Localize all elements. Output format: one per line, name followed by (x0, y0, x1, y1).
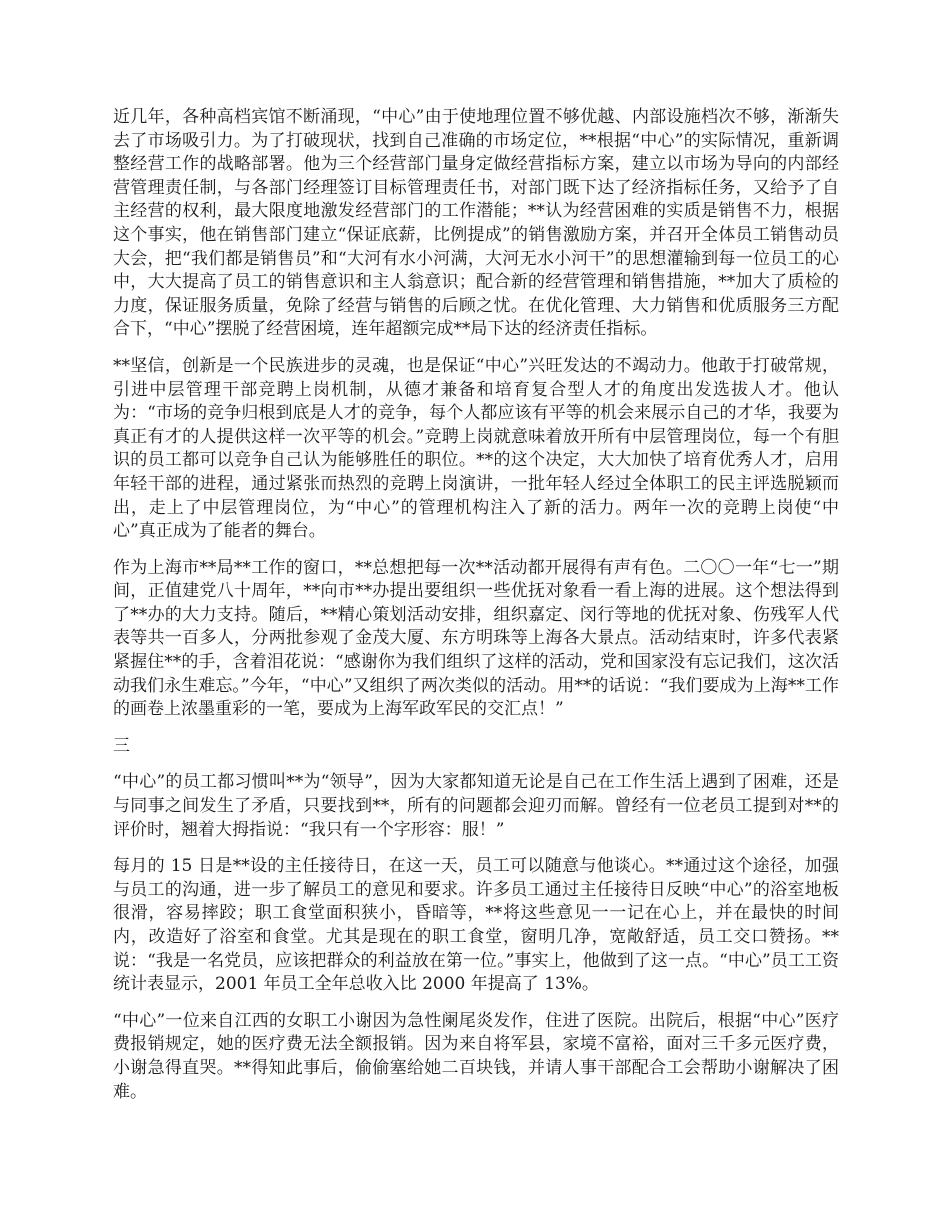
paragraph-business-reform: 近几年，各种高档宾馆不断涌现，“中心”由于使地理位置不够优越、内部设施档次不够，渐渐失去了市场吸引力。为了打破现状，找到自己准确的市场定位，**根据“中心”的实际情况，重新调整经营工作的战略部署。他为三个经营部门量身定做经营指标方案，建立以市场为导向的内部经营管理责任制，与各部门经理签订目标管理责任书，对部门既下达了经济指标任务，又给予了自主经营的权利，最大限度地激发经营部门的工作潜能；**认为经营困难的实质是销售不力，根据这个事实，他在销售部门建立“保证底薪，比例提成”的销售激励方案，并召开全体员工销售动员大会，把“我们都是销售员”和“大河有水小河满，大河无水小河干”的思想灌输到每一位员工的心中，大大提高了员工的销售意识和主人翁意识；配合新的经营管理和销售措施，**加大了质检的力度，保证服务质量，免除了经营与销售的后顾之忧。在优化管理、大力销售和优质服务三方配合下，“中心”摆脱了经营困境，连年超额完成**局下达的经济责任指标。 (113, 107, 839, 340)
document-body (113, 106, 839, 1117)
paragraph-leader-respect: “中心”的员工都习惯叫**为“领导”，因为大家都知道无论是自己在工作生活上遇到了困难，还是与同事之间发生了矛盾，只要找到**，所有的问题都会迎刃而解。曾经有一位老员工提到对**的评价时，翘着大拇指说：“我只有一个字形容：服！” (113, 772, 839, 840)
paragraph-innovation-talent: **坚信，创新是一个民族进步的灵魂，也是保证“中心”兴旺发达的不竭动力。他敢于打破常规，引进中层管理干部竞聘上岗机制，从德才兼备和培育复合型人才的角度出发选拔人才。他认为：“市场的竞争归根到底是人才的竞争，每个人都应该有平等的机会来展示自己的才华，我要为真正有才的人提供这样一次平等的机会。”竞聘上岗就意味着放开所有中层管理岗位，每一个有胆识的员工都可以竞争自己认为能够胜任的职位。**的这个决定，大大加快了培育优秀人才，启用年轻干部的进程，通过紧张而热烈的竞聘上岗演讲，一批年轻人经过全体职工的民主评选脱颖而出，走上了中层管理岗位，为“中心”的管理机构注入了新的活力。两年一次的竞聘上岗使“中心”真正成为了能者的舞台。 (113, 355, 839, 542)
paragraph-reception-day: 每月的 15 日是**设的主任接待日，在这一天，员工可以随意与他谈心。**通过这个途径，加强与员工的沟通，进一步了解员工的意见和要求。许多员工通过主任接待日反映“中心”的浴室地板很滑，容易摔跤；职工食堂面积狭小，昏暗等，**将这些意见一一记在心上，并在最快的时间内，改造好了浴室和食堂。尤其是现在的职工食堂，窗明几净，宽敞舒适，员工交口赞扬。**说：“我是一名党员，应该把群众的利益放在第一位。”事实上，他做到了这一点。“中心”员工工资统计表显示，2001 年员工全年总收入比 2000 年提高了 13%。 (113, 856, 839, 995)
section-number-three: 三 (113, 735, 130, 756)
paragraph-employee-help: “中心”一位来自江西的女职工小谢因为急性阑尾炎发作，住进了医院。出院后，根据“中心”医疗费报销规定，她的医疗费无法全额报销。因为来自将军县，家境不富裕，面对三千多元医疗费，小谢急得直哭。**得知此事后，偷偷塞给她二百块钱，并请人事干部配合工会帮助小谢解决了困难。 (113, 1010, 839, 1102)
paragraph-veteran-activities: 作为上海市**局**工作的窗口，**总想把每一次**活动都开展得有声有色。二〇〇一年“七一”期间，正值建党八十周年，**向市**办提出要组织一些优抚对象看一看上海的进展。这个想法得到了**办的大力支持。随后，**精心策划活动安排，组织嘉定、闵行等地的优抚对象、伤残军人代表等共一百多人，分两批参观了金茂大厦、东方明珠等上海各大景点。活动结束时，许多代表紧紧握住**的手，含着泪花说：“感谢你为我们组织了这样的活动，党和国家没有忘记我们，这次活动我们永生难忘。”今年，“中心”又组织了两次类似的活动。用**的话说：“我们要成为上海**工作的画卷上浓墨重彩的一笔，要成为上海军政军民的交汇点！” (113, 557, 839, 720)
